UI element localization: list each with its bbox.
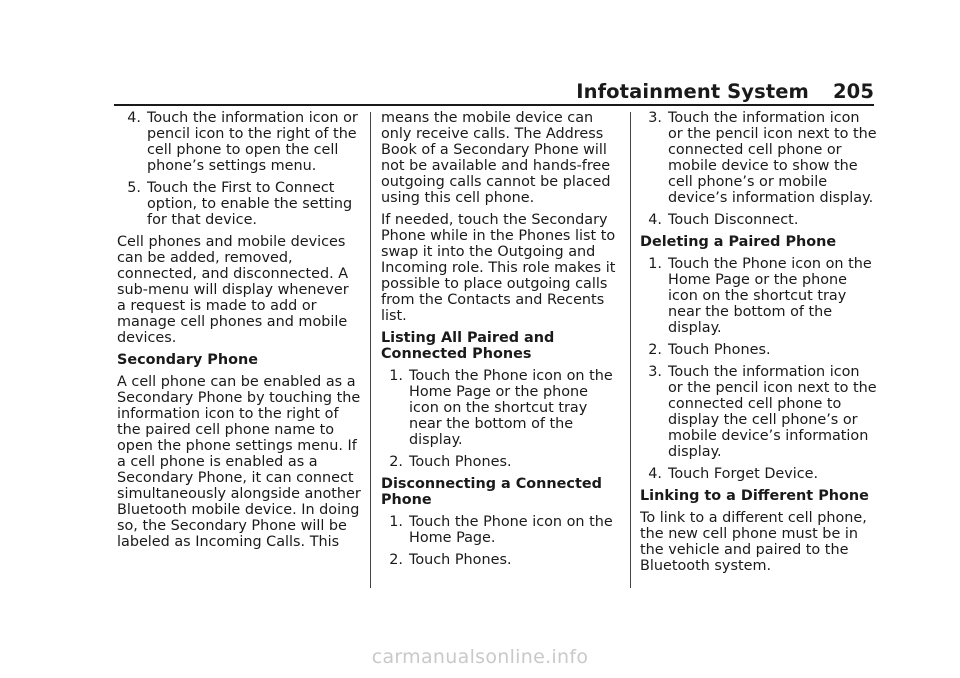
paragraph: To link to a different cell phone, the new cell phone must be in the vehicle and paired to the Bluetooth system. (640, 510, 867, 574)
list-number: 5. (127, 180, 141, 196)
list-item (381, 368, 621, 448)
list-item (117, 180, 361, 228)
list-number: 4. (648, 212, 662, 228)
list-number: 2. (648, 342, 662, 358)
list-item (640, 110, 878, 206)
list-number: 4. (648, 466, 662, 482)
paragraph: A cell phone can be enabled as a Secondary Phone by touching the information icon to the right of the paired cell phone name to open the phone settings menu. If a cell phone is enabled as a Secondary Phone, it can connect simultaneously alongside another Bluetooth mobile device. In doing so, the Secondary Phone will be labeled as Incoming Calls. This (117, 374, 361, 550)
list-number: 3. (648, 110, 662, 126)
list-text: Touch Disconnect. (668, 212, 799, 228)
section-heading: Secondary Phone (117, 352, 258, 368)
list-text: Touch Phones. (409, 454, 512, 470)
list-item (640, 212, 878, 228)
list-item (381, 552, 621, 568)
list-text: Touch the Phone icon on the Home Page. (409, 514, 613, 546)
list-number: 2. (389, 454, 403, 470)
list-text: Touch the First to Connect option, to enable the setting for that device. (147, 180, 353, 228)
column-divider-2 (630, 112, 631, 588)
section-heading: Listing All Paired and Connected Phones (381, 330, 555, 362)
list-item (640, 364, 878, 460)
list-item (381, 454, 621, 470)
list-number: 2. (389, 552, 403, 568)
list-text: Touch Phones. (409, 552, 512, 568)
watermark: carmanualsonline.info (371, 646, 589, 668)
page-header (576, 80, 874, 103)
section-title: Infotainment System (576, 80, 809, 103)
list-text: Touch Forget Device. (668, 466, 819, 482)
page-number: 205 (832, 80, 874, 103)
column-1 (117, 110, 361, 556)
list-text: Touch the Phone icon on the Home Page or the phone icon on the shortcut tray near the bottom of the display. (668, 256, 872, 336)
header-rule (114, 104, 874, 106)
list-text: Touch the information icon or the pencil icon next to the connected cell phone or mobile device to show the cell phone’s or mobile device’s information display. (668, 110, 877, 206)
section-heading: Linking to a Different Phone (640, 488, 869, 504)
list-text: Touch Phones. (668, 342, 771, 358)
list-number: 1. (648, 256, 662, 272)
section-heading: Deleting a Paired Phone (640, 234, 837, 250)
list-item (640, 256, 878, 336)
list-number: 1. (389, 368, 403, 384)
column-divider-1 (370, 112, 371, 588)
column-3 (640, 110, 878, 580)
list-text: Touch the Phone icon on the Home Page or the phone icon on the shortcut tray near the bottom of the display. (409, 368, 613, 448)
list-number: 4. (127, 110, 141, 126)
column-2 (381, 110, 621, 574)
paragraph: If needed, touch the Secondary Phone while in the Phones list to swap it into the Outgoing and Incoming role. This role makes it possible to place outgoing calls from the Contacts and Recents list. (381, 212, 616, 324)
paragraph: Cell phones and mobile devices can be added, removed, connected, and disconnected. A sub-menu will display whenever a request is made to add or manage cell phones and mobile devices. (117, 234, 349, 346)
list-number: 1. (389, 514, 403, 530)
list-item (640, 466, 878, 482)
list-item (117, 110, 361, 174)
list-text: Touch the information icon or pencil icon to the right of the cell phone to open the cell phone’s settings menu. (147, 110, 358, 174)
list-item (640, 342, 878, 358)
paragraph: means the mobile device can only receive calls. The Address Book of a Secondary Phone will not be available and hands-free outgoing calls cannot be placed using this cell phone. (381, 110, 611, 206)
list-item (381, 514, 621, 546)
list-number: 3. (648, 364, 662, 380)
section-heading: Disconnecting a Connected Phone (381, 476, 602, 508)
list-text: Touch the information icon or the pencil icon next to the connected cell phone to display the cell phone’s or mobile device’s information display. (668, 364, 877, 460)
